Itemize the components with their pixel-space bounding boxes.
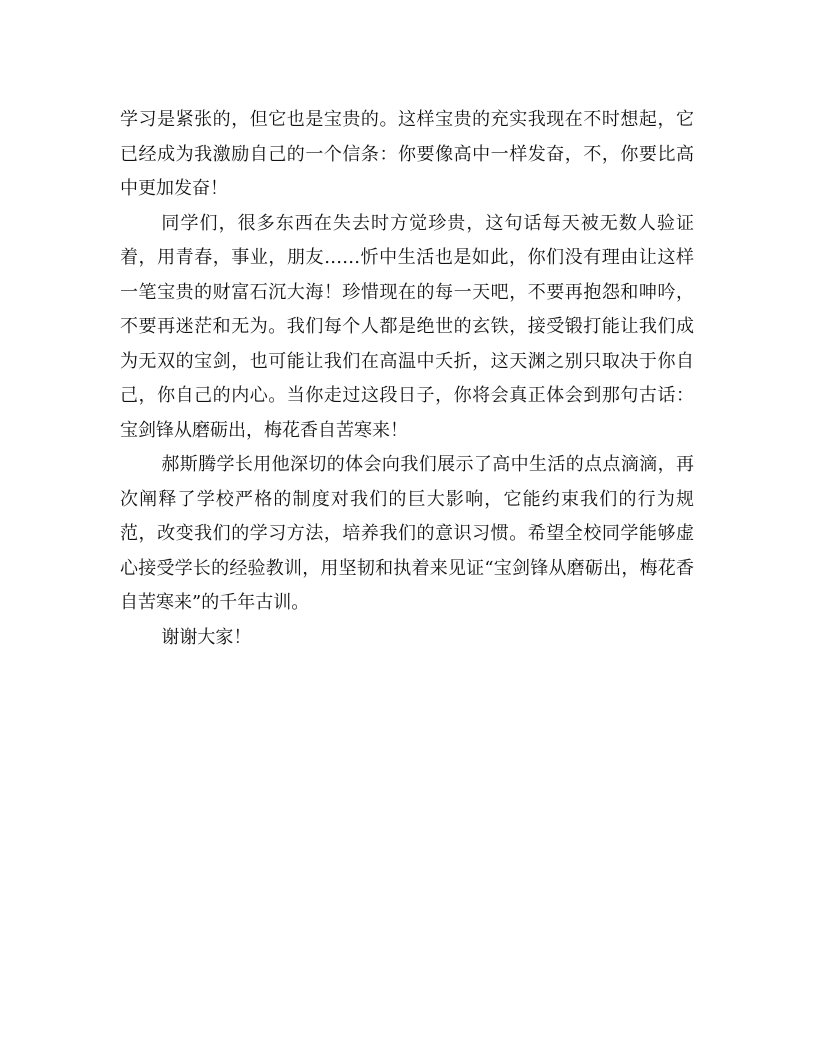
paragraph-senior-experience: 郝斯腾学长用他深切的体会向我们展示了高中生活的点点滴滴，再次阐释了学校严格的制度对我们的巨大影响，它能约束我们的行为规范，改变我们的学习方法，培养我们的意识习惯。希望全校同学能够虚心接受学长的经验教训，用坚韧和执着来见证“宝剑锋从磨砺出，梅花香自苦寒来”的千年古训。 — [120, 454, 694, 613]
paragraph-thanks: 谢谢大家！ — [161, 626, 252, 648]
paragraph-classmates: 同学们，很多东西在失去时方觉珍贵，这句话每天被无数人验证着，用青春，事业，朋友……忻中生活也是如此，你们没有理由让这样一笔宝贵的财富石沉大海！珍惜现在的每一天吧，不要再抱怨和呻吟，不要再迷茫和无为。我们每个人都是绝世的玄铁，接受锻打能让我们成为无双的宝剑，也可能让我们在高温中夭折，这天渊之别只取决于你自己，你自己的内心。当你走过这段日子，你将会真正体会到那句古话：宝剑锋从磨砺出，梅花香自苦寒来！ — [120, 212, 694, 441]
document-body — [120, 103, 694, 655]
paragraph-continuation: 学习是紧张的，但它也是宝贵的。这样宝贵的充实我现在不时想起，它已经成为我激励自己的一个信条：你要像高中一样发奋，不，你要比高中更加发奋！ — [120, 109, 694, 199]
